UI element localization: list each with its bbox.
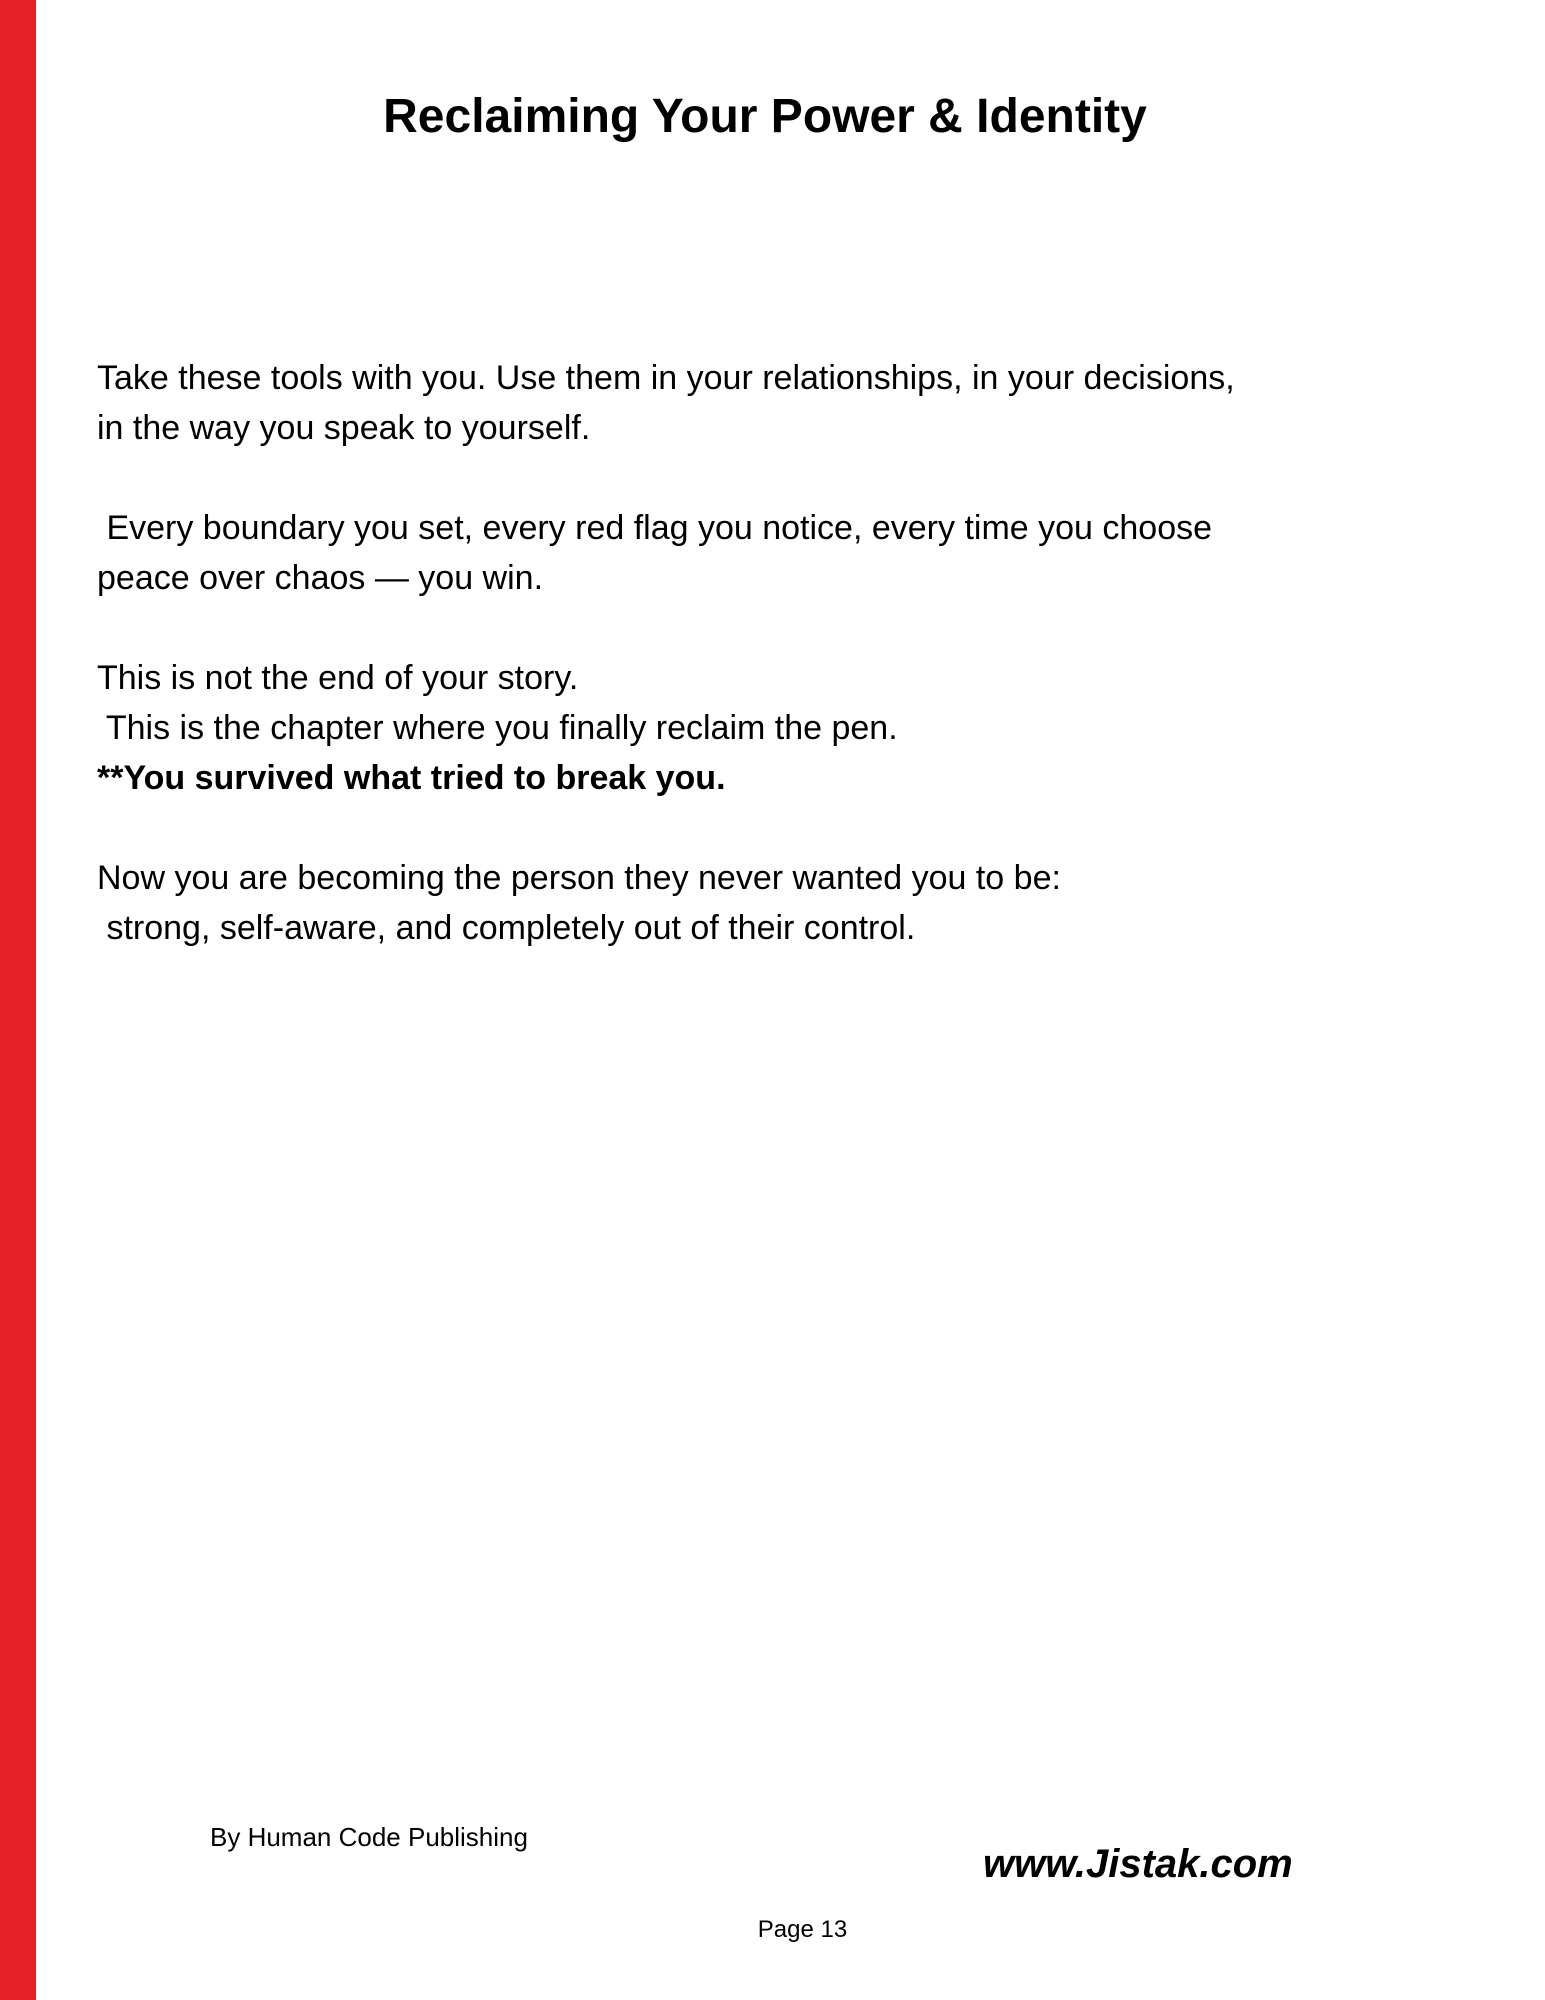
body-line: Take these tools with you. Use them in your relationships, in your decisions, [97,359,1235,397]
footer-page-number: Page 13 [757,1916,848,1943]
body-paragraph [97,653,1457,803]
body-line: Now you are becoming the person they never wanted you to be: [97,859,1061,897]
body-line: in the way you speak to yourself. [97,409,591,447]
body-text [97,353,1457,1003]
footer-publisher: By Human Code Publishing [210,1822,528,1852]
body-line: Every boundary you set, every red flag you notice, every time you choose [97,509,1213,547]
body-paragraph [97,353,1457,453]
body-paragraph [97,503,1457,603]
footer-website-link[interactable]: www.Jistak.com [983,1842,1293,1886]
body-line: **You survived what tried to break you. [97,759,726,797]
left-red-stripe [0,0,36,2000]
body-line: peace over chaos — you win. [97,559,544,597]
body-line: This is the chapter where you finally reclaim the pen. [97,709,898,747]
body-paragraph [97,853,1457,953]
body-line: This is not the end of your story. [97,659,579,697]
page-title: Reclaiming Your Power & Identity [383,90,1147,144]
body-line: strong, self-aware, and completely out of their control. [97,909,916,947]
